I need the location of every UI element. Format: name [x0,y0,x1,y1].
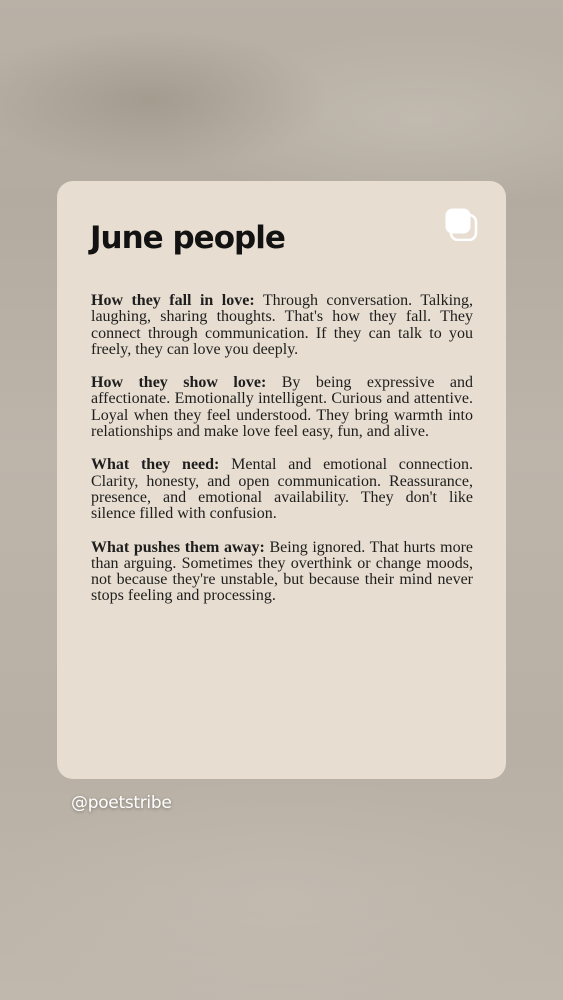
section-text: By being expressive and affectionate. Emotionally intelligent. Curious and attentive. Loyal when they feel understood. They bring warmth into relationships and make love feel easy, fun, and alive. [91,374,473,441]
section-heading: How they show love: [91,374,267,392]
section-push-away [91,540,473,605]
author-handle[interactable]: @poetstribe [71,793,172,813]
section-need [91,457,473,522]
section-show-love [91,375,473,440]
section-heading: What pushes them away: [91,538,265,556]
page-title: June people [90,220,285,256]
copy-icon[interactable] [444,207,478,241]
section-heading: How they fall in love: [91,292,255,309]
section-fall-in-love [91,293,473,358]
section-heading: What they need: [91,456,220,474]
section-text: Through conversation. Talking, laughing, sharing thoughts. That's how they fall. They connect through communication. If they can talk to you freely, they can love you deeply. [91,292,474,358]
section-text: Being ignored. That hurts more than arguing. Sometimes they overthink or change moods, not because they're unstable, but because their mind never stops feeling and processing. [91,538,474,605]
card-body [91,293,473,622]
section-text: Mental and emotional connection. Clarity, honesty, and open communication. Reassurance, presence, and emotional availability. They don't like silence filled with confusion. [91,456,473,523]
